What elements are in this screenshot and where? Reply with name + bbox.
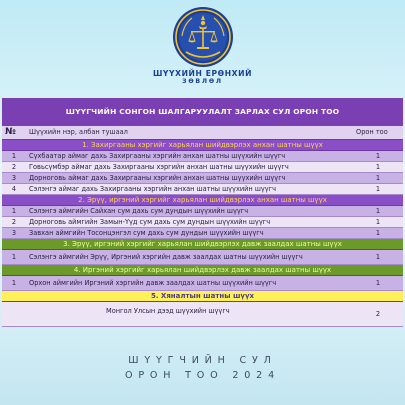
row-count: 1: [353, 206, 403, 217]
org-name-line2: ЗӨВЛӨЛ: [182, 78, 223, 85]
table-row: [2, 276, 403, 291]
row-count: 1: [353, 162, 403, 173]
row-name: Говьсүмбэр аймаг дахь Захиргааны хэргийн анхан шатны шүүхийн шүүгч: [26, 162, 353, 173]
section-row: [2, 265, 403, 276]
vacancy-table: [2, 98, 403, 327]
header-num: №: [2, 126, 26, 140]
logo-block: [0, 6, 405, 86]
footer-caption: [0, 353, 405, 383]
row-name: Сүхбаатар аймаг дахь Захиргааны хэргийн анхан шатны шүүхийн шүүгч: [26, 151, 353, 162]
section-row: [2, 140, 403, 151]
row-num: 3: [2, 173, 26, 184]
table-row: [2, 217, 403, 228]
row-num: 3: [2, 228, 26, 239]
row-num: 1: [2, 206, 26, 217]
section-title: 5. Хяналтын шатны шүүх: [2, 291, 403, 302]
row-num: [2, 302, 26, 327]
section-row: [2, 195, 403, 206]
row-num: 1: [2, 250, 26, 265]
section-title: 1. Захиргааны хэргийг харьялан шийдвэрлэх анхан шатны шүүх: [2, 140, 403, 151]
table-row: [2, 151, 403, 162]
org-name-line1: ШҮҮХИЙН ЕРӨНХИЙ: [152, 69, 253, 78]
table-row: [2, 184, 403, 195]
row-count: 1: [353, 173, 403, 184]
row-num: 1: [2, 151, 26, 162]
section-title: 4. Иргэний хэргийг харьялан шийдвэрлэх давж заалдах шатны шүүх: [2, 265, 403, 276]
table-row: [2, 162, 403, 173]
row-name: Дорноговь аймгийн Замын-Үүд сум дахь сум дундын шүүхийн шүүгч: [26, 217, 353, 228]
row-count: 2: [353, 302, 403, 327]
row-name: Завхан аймгийн Тосонцэнгэл сум дахь сум дундын шүүхийн шүүгч: [26, 228, 353, 239]
judicial-emblem-icon: [172, 6, 234, 68]
row-name: Сэлэнгэ аймгийн Сайхан сум дахь сум дундын шүүхийн шүүгч: [26, 206, 353, 217]
row-count: 1: [353, 151, 403, 162]
row-name: Орхон аймгийн Иргэний хэргийн давж заалдах шатны шүүхийн шүүгч: [26, 276, 353, 291]
row-count: 1: [353, 217, 403, 228]
row-num: 4: [2, 184, 26, 195]
header-name: Шүүхийн нэр, албан тушаал: [26, 126, 353, 140]
table-row: [2, 206, 403, 217]
row-name: Дорноговь аймаг дахь Захиргааны хэргийн анхан шатны шүүхийн шүүгч: [26, 173, 353, 184]
table-row: [2, 173, 403, 184]
section-title: 2. Эрүү, иргэний хэргийг харьялан шийдвэрлэх анхан шатны шүүх: [2, 195, 403, 206]
section-row: [2, 239, 403, 250]
table-row: [2, 302, 403, 327]
row-name: Монгол Улсын дээд шүүхийн шүүгч: [26, 302, 353, 327]
table-header-row: [2, 126, 403, 140]
row-num: 1: [2, 276, 26, 291]
row-name: Сэлэнгэ аймгийн Эрүү, Иргэний хэргийн давж заалдах шатны шүүхийн шүүгч: [26, 250, 353, 265]
table-row: [2, 228, 403, 239]
footer-line1: ШҮҮГЧИЙН СУЛ: [128, 355, 277, 366]
table-row: [2, 250, 403, 265]
footer-line2: ОРОН ТОО 2024: [125, 370, 280, 381]
table-title: ШҮҮГЧИЙН СОНГОН ШАЛГАРУУЛАЛТ ЗАРЛАХ СУЛ ОРОН ТОО: [2, 98, 403, 126]
header-count: Орон тоо: [353, 126, 403, 140]
row-count: 1: [353, 276, 403, 291]
row-name: Сэлэнгэ аймаг дахь Захиргааны хэргийн анхан шатны шүүхийн шүүгч: [26, 184, 353, 195]
table-title-row: [2, 98, 403, 126]
section-row: [2, 291, 403, 302]
row-num: 2: [2, 162, 26, 173]
section-title: 3. Эрүү, иргэний хэргийг харьялан шийдвэрлэх давж заалдах шатны шүүх: [2, 239, 403, 250]
row-count: 1: [353, 228, 403, 239]
row-count: 1: [353, 184, 403, 195]
row-num: 2: [2, 217, 26, 228]
row-count: 1: [353, 250, 403, 265]
